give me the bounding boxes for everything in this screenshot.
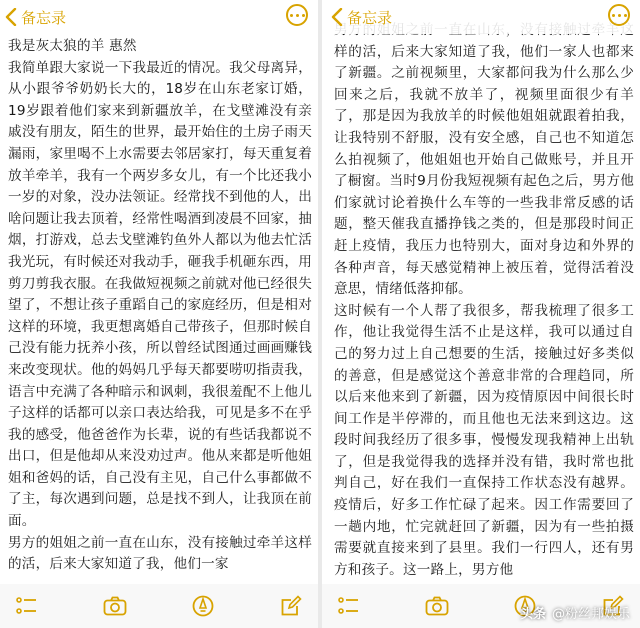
bottom-toolbar <box>0 584 318 628</box>
chevron-left-icon <box>326 2 348 32</box>
watermark-logo: 头条 <box>519 607 546 622</box>
note-body[interactable] <box>0 36 318 584</box>
more-icon[interactable] <box>608 4 630 26</box>
back-button[interactable] <box>0 2 66 32</box>
checklist-icon[interactable] <box>14 593 40 619</box>
back-button[interactable] <box>326 2 392 32</box>
camera-icon[interactable] <box>424 593 450 619</box>
watermark <box>520 603 630 622</box>
markup-pen-icon[interactable] <box>190 593 216 619</box>
chevron-left-icon <box>0 2 22 32</box>
nav-bar <box>0 0 318 34</box>
right-note-screenshot <box>322 0 640 628</box>
note-paragraph: 男方的姐姐之前一直在山东，没有接触过牵羊这样的活，后来大家知道了我，他们一家 <box>8 534 312 573</box>
note-heading: 我是灰太狼的羊 惠然 <box>8 38 137 54</box>
checklist-icon[interactable] <box>336 593 362 619</box>
note-body[interactable] <box>322 0 640 584</box>
camera-icon[interactable] <box>102 593 128 619</box>
note-paragraph: 样的活，后来大家知道了我，他们一家人也都来了新疆。之前视频里，大家都问我为什么那么少回来之后，我就不放羊了，视频里面很少有羊了，那是因为我放羊的时候他姐姐就跟着拍我，让我特别不舒服，没有安全感，自己也不知道怎么拍视频了，他姐姐也开始自己做账号，并且开了橱窗。当时9月份我短视频有起色之后，男方他们家就讨论着换什么车等的一些我非常反感的话题，整天催我直播挣钱之类的，但是那段时间正赶上疫情，我压力也特别大，面对身边和外界的各种声音，每天感觉精神上被压着，觉得活着没意思，情绪低落抑郁。 <box>334 43 634 298</box>
left-note-screenshot <box>0 0 318 628</box>
note-paragraph: 我简单跟大家说一下我最近的情况。我父母离异，从小跟爷爷奶奶长大的，18岁在山东老家订婚，19岁跟着他们家来到新疆放羊，在戈壁滩没有亲戚没有朋友，陌生的世界，最开始住的土房子雨天漏雨，家里喝不上水需要去邻居家打，每天重复着放羊牵羊，我有一个两岁多女儿，有一个比还我小一岁的对象，没办法领证。经常找不到他的人，出啥问题让我去顶着，经常性喝酒到凌晨不回家，抽烟，打游戏，总去戈壁滩钓鱼外人都以为他去忙活我光玩，有时候还对我动手，砸我手机砸东西，用剪刀剪我衣服。在我做短视频之前就对他已经很失望了，不想让孩子重蹈自己的家庭经历，但是相对这样的环境，我更想离婚自己带孩子，但那时候自己没有能力抚养小孩，所以曾经试图通过画画赚钱来改变现状。他的妈妈几乎每天都要唠叨指责我，语言中充满了各种暗示和讽刺，我很羞配不上他儿子这样的话都可以亲口表达给我，可见是多不在乎我的感受，他爸爸作为长辈，说的有些话我都说不出口，但是他却从来没劝过声。他从来都是听他姐姐和爸妈的话，自己没有主见，自己什么事都做不了主，每次遇到问题，总是找不到人，让我顶在前面。 <box>8 59 312 530</box>
more-icon[interactable] <box>286 4 308 26</box>
note-paragraph: 这时候有一个人帮了我很多，帮我梳理了很多工作，他让我觉得生活不止是这样，我可以通过自己的努力过上自己想要的生活，接触过好多类似的善意，但是感觉这个善意非常的合理趋同，所以后来他来到了新疆，因为疫情原因中间很长时间工作是半停滞的，而且他也无法来到这边。这段时间我经历了很多事，慢慢发现我精神上出轨了，但是我觉得我的选择并没有错，我时常也批判自己，好在我们一直保持工作状态没有越界。疫情后，好多工作忙碌了起来。因工作需要回了一趟内地，忙完就赶回了新疆，因为有一些拍摄需要就直接来到了县里。我们一行四人，还有男方和孩子。这一路上，男方他 <box>334 302 634 578</box>
watermark-text: @粉丝邦娱乐 <box>551 607 630 622</box>
back-label: 备忘录 <box>347 8 393 27</box>
compose-icon[interactable] <box>278 593 304 619</box>
back-label: 备忘录 <box>21 8 67 27</box>
nav-bar <box>322 0 640 34</box>
